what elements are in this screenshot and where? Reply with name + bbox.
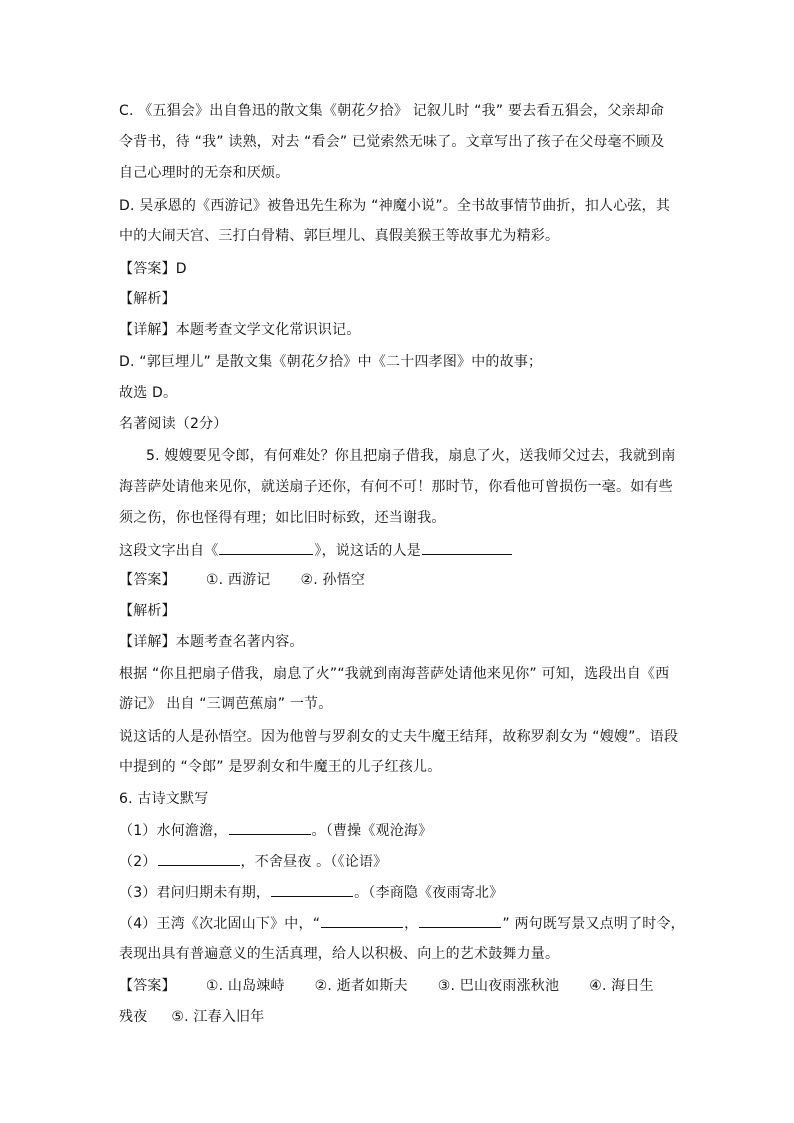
q6-item-3	[119, 882, 503, 903]
q6-item-2-a: （2）	[119, 854, 157, 870]
q6-item-4	[119, 913, 685, 934]
q6-item-4-sep: ，	[404, 916, 419, 932]
q6-item-4-b: ” 两句既写景又点明了时令，	[502, 916, 685, 932]
q6-answer-row	[119, 976, 654, 996]
section-title: 名著阅读（2分）	[119, 416, 228, 432]
q4-conclusion: 故选 D。	[119, 385, 178, 401]
q6-blank-1[interactable]	[229, 820, 311, 835]
option-c-line-3: 自己心理时的无奈和厌烦。	[119, 165, 290, 181]
q6-answer-5: ⑤. 江春入旧年	[171, 1009, 265, 1025]
q5-text-2: 海菩萨处请他来见你，就送扇子还你，有何不可！那时节，你看他可曾损伤一毫。如有些	[119, 479, 673, 495]
q6-blank-3[interactable]	[271, 882, 353, 897]
q6-blank-2[interactable]	[158, 851, 240, 866]
q6-title: 6. 古诗文默写	[119, 791, 209, 807]
q6-answer-label: 【答案】	[119, 978, 176, 994]
q4-answer: 【答案】D	[119, 261, 187, 277]
q4-detail: 【详解】本题考查文学文化常识识记。	[119, 322, 361, 338]
q6-item-3-b: 。（李商隐《夜雨寄北》	[354, 885, 504, 901]
option-c-line-1: C. 《五猖会》出自鲁迅的散文集《朝花夕拾》 记叙儿时 “我” 要去看五猖会，父亲却命	[119, 103, 665, 119]
q5-answer-2: ②. 孙悟空	[300, 572, 366, 588]
q5-blank-source[interactable]	[219, 540, 313, 555]
q6-item-2	[119, 851, 387, 872]
q5-prompt-a: 这段文字出自《	[119, 543, 219, 559]
q5-explain-3: 说这话的人是孙悟空。因为他曾与罗刹女的丈夫牛魔王结拜，故称罗刹女为 “嫂嫂”。语段	[119, 729, 679, 745]
q6-answer-3: ③. 巴山夜雨涨秋池	[437, 978, 560, 994]
option-d-line-1: D. 吴承恩的《西游记》被鲁迅先生称为 “神魔小说”。全书故事情节曲折，扣人心弦，其	[119, 198, 671, 214]
option-c-line-2: 令背书，待 “我” 读熟，对去 “看会” 已觉索然无味了。文章写出了孩子在父母毫不顾及	[119, 134, 665, 150]
q4-analysis: 【解析】	[119, 291, 176, 307]
q6-answer-4-part-1: ④. 海日生	[589, 978, 654, 994]
q5-explain-1: 根据 “你且把扇子借我，扇息了火”“我就到南海菩萨处请他来见你” 可知，选段出自《西	[119, 666, 670, 682]
q6-blank-5[interactable]	[419, 913, 501, 928]
q6-blank-4[interactable]	[321, 913, 403, 928]
q5-detail: 【详解】本题考查名著内容。	[119, 634, 304, 650]
q5-explain-2: 游记》 出自 “三调芭蕉扇” 一节。	[119, 696, 333, 712]
q6-item-1-b: 。（曹操《观沧海》	[311, 823, 433, 839]
q5-blank-speaker[interactable]	[422, 540, 512, 555]
q5-text-1: 5. 嫂嫂要见令郎，有何难处？你且把扇子借我，扇息了火，送我师父过去，我就到南	[146, 448, 676, 464]
q5-prompt-b: 》，说这话的人是	[314, 543, 422, 559]
q5-explain-4: 中提到的 “令郎” 是罗刹女和牛魔王的儿子红孩儿。	[119, 759, 442, 775]
q4-explain: D. “郭巨埋儿” 是散文集《朝花夕拾》中《二十四孝图》中的故事；	[119, 354, 543, 370]
q6-item-1	[119, 820, 432, 841]
q5-prompt	[119, 540, 513, 561]
q6-answer-row-2	[119, 1007, 264, 1027]
q5-answer-1: ①. 西游记	[205, 572, 271, 588]
q5-text-3: 须之伤，你也怪得有理；如比旧时标致，还当谢我。	[119, 510, 446, 526]
q6-item-3-a: （3）君问归期未有期，	[119, 885, 271, 901]
q6-answer-4-part-2: 残夜	[119, 1009, 148, 1025]
q6-answer-2: ②. 逝者如斯夫	[314, 978, 408, 994]
q5-answer-row	[119, 570, 365, 590]
q6-answer-1: ①. 山岛竦峙	[205, 978, 285, 994]
q6-item-4-line-2: 表现出具有普遍意义的生活真理，给人以积极、向上的艺术鼓舞力量。	[119, 946, 560, 962]
q5-analysis: 【解析】	[119, 603, 176, 619]
q6-item-2-b: ，不舍昼夜 。（《论语》	[240, 854, 388, 870]
option-d-line-2: 中的大闹天宫、三打白骨精、郭巨埋儿、真假美猴王等故事尤为精彩。	[119, 228, 560, 244]
q6-item-1-a: （1）水何澹澹，	[119, 823, 228, 839]
q5-answer-label: 【答案】	[119, 572, 176, 588]
q6-item-4-a: （4）王湾《次北固山下》中，“	[119, 916, 321, 932]
